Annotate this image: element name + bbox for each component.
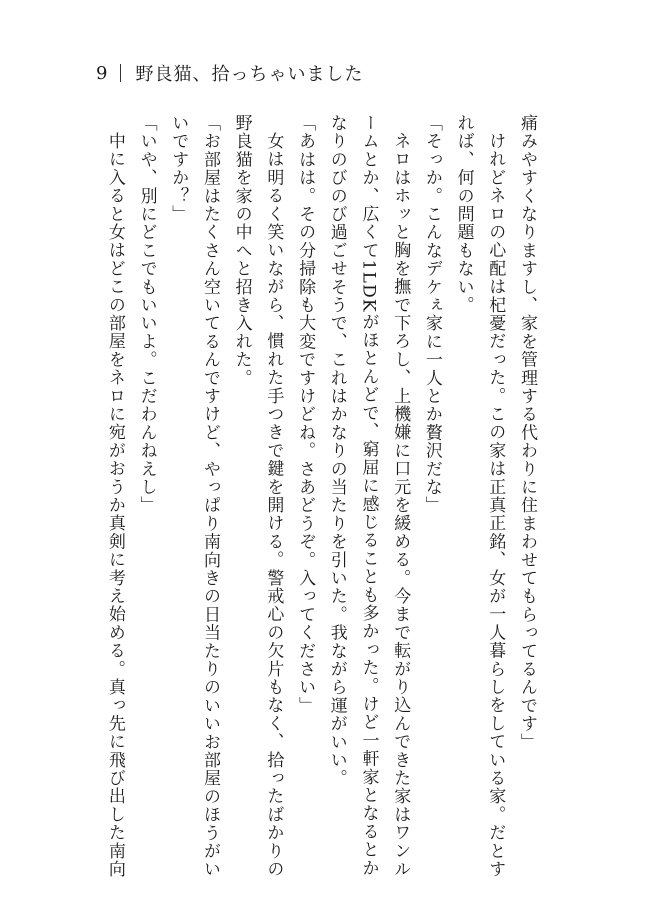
vertical-body-text <box>104 114 542 879</box>
text-line: 中に入ると女はどこの部屋をネロに宛がおうか真剣に考え始める。真っ先に飛び出した南向 <box>104 131 125 879</box>
dialogue-line: 「あはは。その分掃除も大変ですけどね。さあどうぞ。入ってください」 <box>295 114 316 715</box>
text-line: ームとか、広くて1LDKがほとんどで、窮屈に感じることも多かった。けど一軒家となるとか <box>358 114 379 878</box>
text-line: ネロはホッと胸を撫で下ろし、上機嫌に口元を緩める。今まで転がり込んできた家はワンル <box>390 131 411 879</box>
text-line: 野良猫を家の中へと招き入れた。 <box>231 114 252 387</box>
text-line: 痛みやすくなりますし、家を管理する代わりに住まわせてもらってるんです」 <box>517 114 537 751</box>
text-line: 女は明るく笑いながら、慣れた手つきで鍵を開ける。警戒心の欠片もなく、拾ったばかりの <box>263 131 284 879</box>
dialogue-line: 「そっか。こんなデケぇ家に一人とか贅沢だな」 <box>421 114 442 515</box>
text-line: れば、何の問題もない。 <box>453 114 474 315</box>
running-header <box>96 60 363 86</box>
text-line: いですか？」 <box>168 114 189 224</box>
page-number: 9 <box>96 62 109 84</box>
header-divider <box>120 64 121 82</box>
text-line: なりのびのび過ごせそうで、これはかなりの当たりを引いた。我ながら運がいい。 <box>326 114 347 788</box>
dialogue-line: 「いや、別にどこでもいいよ。こだわんねえし」 <box>136 114 157 515</box>
text-line: けれどネロの心配は杞憂だった。この家は正真正銘、女が一人暮らしをしている家。だとす <box>485 131 506 879</box>
dialogue-line: 「お部屋はたくさん空いてるんですけど、やっぱり南向きの日当たりのいいお部屋のほうがい <box>199 114 220 879</box>
chapter-title: 野良猫、拾っちゃいました <box>135 64 364 85</box>
